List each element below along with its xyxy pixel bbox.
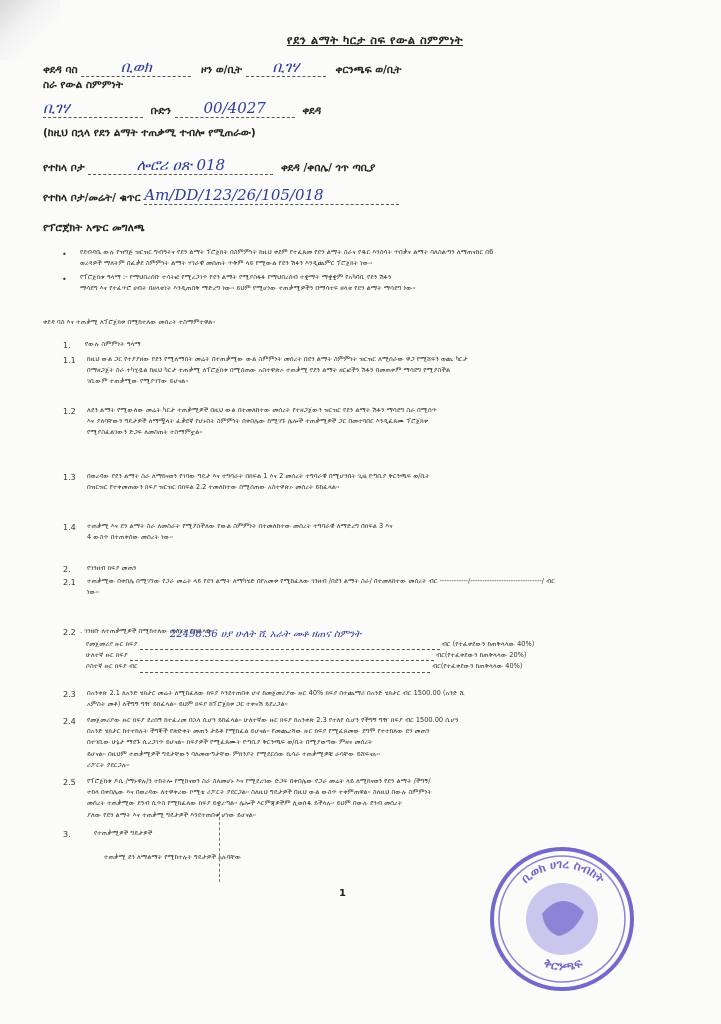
header-row-3 bbox=[43, 99, 321, 118]
header-row-5 bbox=[43, 156, 375, 175]
group-label: ቡድን bbox=[150, 105, 172, 117]
clause-2-2-handwritten-amount: 22498.36 ሀያ ሁለት ሺ አራት መቶ ዘጠና ስምንት bbox=[170, 629, 362, 640]
site-location-label: ቀደዳ /ቀበሌ/ ጎጥ ጣቢያ bbox=[280, 162, 376, 174]
page-corner-shadow bbox=[0, 0, 60, 60]
section-3-title: የተጠቃሚዎች ግዴታዎች bbox=[94, 829, 153, 837]
header-row-6 bbox=[43, 186, 399, 205]
project-summary-heading: የፕሮጀክት አጭር መግለጫ bbox=[43, 222, 145, 234]
clause-2-5 bbox=[87, 776, 687, 821]
clause-2-3-line: አምስት መቶ) ለችግኝ ግዥ ይከፈላል። ይህም ክፍያ ከፕሮጀክቱ ጋር ተቀናሽ ይደረጋል። bbox=[87, 700, 288, 709]
clause-2-3-number: 2.3 bbox=[63, 690, 76, 699]
bullet-1-line-1: የደብዳቤ ውሉ የዝግጅ ዝርዝር ግብዓትና የደን ልማት ፕሮጀክት በስምምነት ከዚህ ቀደም የተፈጸመ የደን ልማት ስራና የዱር እንስሳት ጥበቃና ልማት ባለስልጣን ለማጠናከር በ6 bbox=[80, 248, 494, 256]
clause-2-5-line: ተከላ በቀበሌው እና በወረዳው ለተዋቀረው ኮሚቴ ሪፖርት ያደርጋል። ስለዚህ ግዴታዎች በዚህ ውል ውስጥ ተቀምጠዋል። ስለዚህ በውሉ ስምምነት bbox=[87, 788, 432, 797]
section-2-title: የገንዘብ ክፍያ መጠን bbox=[87, 564, 137, 572]
clause-1-2-number: 1.2 bbox=[63, 407, 76, 416]
clause-2-4-line: የመጀመሪያው ዙር ክፍያ ደረሰኝ ከተፈረመ በኋላ ሲሆን ይከፈላል። ሁለተኛው ዙር ክፍያ ከአንቀጽ 2.3 የተለየ ሲሆን የችግኝ ግዥ ክፍያ ብር 1500.00 ሲሆን bbox=[87, 716, 459, 724]
bullet-1-line-2: ወረዳዎች ማለትም በፈቃደ ስምምነት ልማት ሃገራዊ መሰጠት ጥቅም ላይ የሚውል የደን ሽፋን እንዲጨምር ፕሮጀክት ነው። bbox=[80, 259, 373, 268]
clause-2-4 bbox=[87, 715, 687, 771]
clause-1-4-line: 4 ውስጥ በተጠቀሰው መሰረት ነው። bbox=[87, 533, 174, 542]
clause-1-1 bbox=[87, 354, 687, 388]
zone-field bbox=[246, 58, 326, 77]
payment-row-3 bbox=[86, 661, 686, 672]
clause-1-4-number: 1.4 bbox=[63, 523, 76, 532]
clause-1-1-line: ገቢውም ተጠቃሚው የሚያገኘው ይሆናል። bbox=[87, 377, 189, 386]
clause-2-5-line: የፕሮጀክቱ ዶሴ /ማኑዋሉ/ን ተከትሎ የሚከናወን ስራ ስለመሆኑ እና የሚደረገው ድጋፍ በቀበሌው የጋራ መሬት ላይ ለሚከናወን የደን ልማት /ችግኝ/ bbox=[87, 777, 431, 785]
clause-2-2-number: 2.2 bbox=[63, 628, 76, 637]
district-label: ቀደዳ bbox=[302, 105, 322, 117]
bullet-dot: • bbox=[62, 275, 67, 284]
clause-1-2-line: ለደን ልማት የሚውለው መሬት ካርታ ተጠቃሚዎች በዚህ ውል በተመለከተው መሰረት የተዘጋጀውን ዝርዝር የደን ልማት ሽፋን ማሳደግ ስራ በሚሰጥ bbox=[87, 406, 437, 414]
beneficiary-note: (ከዚህ በኋላ የደን ልማት ተጠቃሚ ተብሎ የሚጠራው) bbox=[43, 127, 256, 139]
svg-text:ቢወክ ሀገረ ስብከት bbox=[518, 857, 608, 887]
clause-1-3-line: በዝርዝር የተቀመጠውን ክፍያ ዝርዝር በክፍል 2.2 ተመለከተው በሚሰጠው አስተዋጽኦ መሰረት ይከፈላል። bbox=[87, 483, 340, 492]
payment-row-1 bbox=[86, 639, 686, 650]
payment-row-1-label: የመጀመሪያ ዙር ክፍያ bbox=[86, 640, 138, 648]
section-2-number: 2. bbox=[63, 565, 71, 574]
payment-row-2 bbox=[86, 650, 686, 661]
clause-2-3-line: በአንቀጽ 2.1 ለአንድ ሄክታር መሬት ለሚከፈለው ክፍያ እንደተጠበቀ ሆኖ ከመጀመሪያው ዙር 40% ክፍያ በተጨማሪ በአንድ ሄክታር ብር 1500.00 (አንድ ሺ bbox=[87, 689, 465, 697]
clause-2-4-number: 2.4 bbox=[63, 717, 76, 726]
svg-text:ቅርንጫፍ bbox=[542, 956, 584, 974]
clause-1-2 bbox=[87, 405, 687, 439]
bullet-2 bbox=[80, 272, 680, 294]
clause-1-3-number: 1.3 bbox=[63, 473, 76, 482]
clause-2-5-number: 2.5 bbox=[63, 778, 76, 787]
section-3-subtitle: ተጠቃሚ ደን ለማልማት የሚከተሉት ግዴታዎች አሉባቸው bbox=[104, 853, 242, 861]
payment-row-2-value: ብር(የተፈቀደውን ከጠቅላላው 20%) bbox=[435, 651, 527, 660]
page-number: 1 bbox=[339, 888, 346, 899]
bullet-dot: • bbox=[62, 250, 67, 259]
clause-2-5-line: ያለው የደን ልማት እና ተጠቃሚ ግዴታዎች እንደተጠበቁ ሆነው ይሆናል። bbox=[87, 810, 256, 819]
zone-office-label: ዞን ወ/ቢት bbox=[200, 64, 243, 76]
bullet-1 bbox=[80, 247, 680, 269]
payment-row-2-label: ሁለተኛ ዙር ክፍያ bbox=[86, 651, 128, 660]
bullet-2-line-2: ማሳደግ እና የተፈጥሮ ሀብት በዘላቂነት እንዲጠበቅ ማድረግ ነው። ይህም የሚሆነው ተጠቃሚዎችን በማሳተፍ ዘላቂ የደን ልማት ማሳደግ ነው። bbox=[80, 284, 416, 293]
bullet-2-line-1: የፕሮጀክቱ ዓላማ :- የማህበረሰቡ ተሳትፎ የሚረጋገጥ የደን ልማት የሚያስፋፋ የማህበረሰብ ተቋማት ማቋቋም የአካባቢ የደን ሽፋን bbox=[80, 273, 392, 281]
clause-1-4 bbox=[87, 521, 687, 543]
planting-site-value: ሎሮሪ ዐጽ 018 bbox=[136, 156, 226, 174]
kebele-field bbox=[81, 58, 191, 77]
planting-site-label: የተከላ ቦታ bbox=[43, 162, 85, 174]
kebele-label: ቀደዳ ባስ bbox=[43, 64, 78, 76]
clause-1-3-line: በወረዳው የደን ልማት ስራ ለማከናወን የገባው ግዴታ እና ተግባራት በክፍል 1 እና 2 መሰረት ተግባራዊ በሚሆንበት ጊዜ የጣቢያ ቅርንጫፍ ወ/ቢት bbox=[87, 472, 430, 480]
payment-row-3-value: ብር(የተፈቀደውን ከጠቅላላው 40%) bbox=[431, 662, 523, 671]
section-1-number: 1. bbox=[63, 341, 71, 350]
header-row-1 bbox=[43, 58, 402, 77]
group-code-field bbox=[175, 99, 295, 118]
clause-1-2-line: የሚያስፈልገውን ድጋፍ ለመስጠት ተስማምቷል። bbox=[87, 428, 203, 437]
payment-schedule bbox=[86, 639, 686, 673]
clause-1-4-line: ተጠቃሚ እና ደን ልማት ስራ ለመስራት የሚያስችለው የውል ስምምነት በተመለከተው መሰረት ተግባራዊ ለማድረግ በክፍል 3 እና bbox=[87, 522, 393, 530]
planting-site-field bbox=[88, 156, 273, 175]
official-stamp bbox=[487, 844, 637, 994]
land-number-value: Am/DD/123/26/105/018 bbox=[144, 186, 324, 204]
clause-1-1-line: በማዘጋጀት ስራ ተካሂዷል ከዚህ ካርታ ተጠቃሚ ለፕሮጀክቱ በሚሰጠው አስተዋጽኦ ተጠቃሚ የደን ልማት ዘርፎችን ሽፋን በመጠቀም ማሳደግ የሚያስችል bbox=[87, 366, 451, 375]
clause-2-4-line: በአንድ ሄክታር ከተተከሉት ችግኞች የጽድቀት መጠን ታይቶ የሚከፈል ይሆናል። የመጨረሻው ዙር ክፍያ የሚፈጸመው ደግሞ የተተከለው ደን መጠን bbox=[87, 727, 430, 736]
clause-1-1-line: ከዚህ ውል ጋር የተያያዘው የደን የሚለማበት መሬት በተጠቃሚው ውል ስምምነት መሰረት በደን ልማት ስምምነት ዝርዝር ለሚሰራው ዋጋ የሚሸፍን ወጪ ካርታ bbox=[87, 355, 468, 363]
stamp-text-top: ቢወክ ሀገረ ስብከት bbox=[518, 856, 608, 886]
name-field bbox=[43, 99, 143, 118]
clause-2-1-number: 2.1 bbox=[63, 578, 76, 587]
stamp-text-bottom: ቅርንጫፍ bbox=[541, 955, 585, 974]
section-3-number: 3. bbox=[63, 830, 71, 839]
clause-2-1 bbox=[87, 576, 687, 598]
clause-2-4-line: ሪፖርት ያደርጋሉ። bbox=[87, 760, 130, 769]
payment-row-1-value: ብር (የተፈቀደውን ከጠቅላላው 40%) bbox=[441, 640, 535, 648]
clause-2-4-line: በተገቢው ሁኔታ ማደጉ ሲረጋገጥ ይሆናል። ክፍያዎች የሚፈጸሙት የጣቢያ ቅርንጫፍ ወ/ቢት በሚያወጣው ምዘና መሰረት bbox=[87, 738, 373, 747]
clause-2-5-line: መሰረት ተጠቃሚው ደንብ ሲጥስ የሚከፈለው ክፍያ ይቋረጣል። ሌሎች እርምጃዎችም ሊወሰዱ ይችላሉ። ይህም በውሉ ደንብ መሰረት bbox=[87, 799, 403, 808]
clause-2-1-line: ነው። bbox=[87, 588, 100, 597]
group-code-value: 00/4027 bbox=[203, 99, 266, 117]
clause-1-2-line: እና ያለባቸውን ግዴታዎች ለማሟላት ፈቃደኛ የሆኑበት ስምምነት በቀበሌው ከሚገኙ ሌሎች ተጠቃሚዎች ጋር በመተባበር እንዲፈጸሙ ፕሮጀክቱ bbox=[87, 417, 429, 426]
clause-2-1-line: ተጠቃሚው በቀበሌ በሚገኘው የጋራ መሬት ላይ የደን ልማት ለማካሄድ በየአመቱ የሚከፈለው ገንዘብ /በደን ልማት ስራ/ በተመለከተው መሰረት ብር ------------/------------------------------/ ብር bbox=[87, 577, 555, 585]
clause-1-1-number: 1.1 bbox=[63, 356, 76, 365]
branch-office-label: ቀርንጫፍ ወ/ቢት bbox=[335, 64, 402, 76]
clause-2-2-lead: . ገንዘቡ ለተጠቃሚዎች በሚከተለው መሰረት ይከፈላል። bbox=[80, 627, 214, 635]
land-number-field bbox=[144, 186, 399, 205]
section-1-title: የውሉ ስምምነት ዓላማ bbox=[85, 340, 141, 348]
clause-1-3 bbox=[87, 471, 687, 493]
document-title: የደን ልማት ካርታ ስፍ የውል ስምምነት bbox=[286, 33, 464, 47]
zone-value: ቢገሃ bbox=[272, 58, 300, 76]
kebele-value: ቢወክ bbox=[120, 58, 152, 76]
payment-row-3-blank bbox=[140, 672, 430, 673]
land-number-label: የተከላ ቦታ/መሬት/ ቁጥር bbox=[43, 192, 141, 204]
header-row-2: ስራ የውል ስምምነት bbox=[43, 79, 123, 91]
intro-paragraph: ቀደዳ ባስ እና ተጠቃሚ ለፕሮጀክቱ በሚከተለው መሰረት ተስማምተዋል። bbox=[43, 318, 216, 326]
clause-2-3 bbox=[87, 688, 687, 710]
clause-2-4-line: ይሆናል። በዚህም ተጠቃሚዎች ግዴታቸውን ባለመወጣታቸው ምክንያት የሚደርሰው ኪሳራ ተጠቃሚዎቹ ራሳቸው ይሸፍናሉ። bbox=[87, 749, 381, 758]
payment-row-3-label: ሶስተኛ ዙር ክፍያ ብር bbox=[86, 662, 138, 671]
margin-mark bbox=[219, 812, 220, 882]
name-value: ቢገሃ bbox=[43, 99, 70, 117]
